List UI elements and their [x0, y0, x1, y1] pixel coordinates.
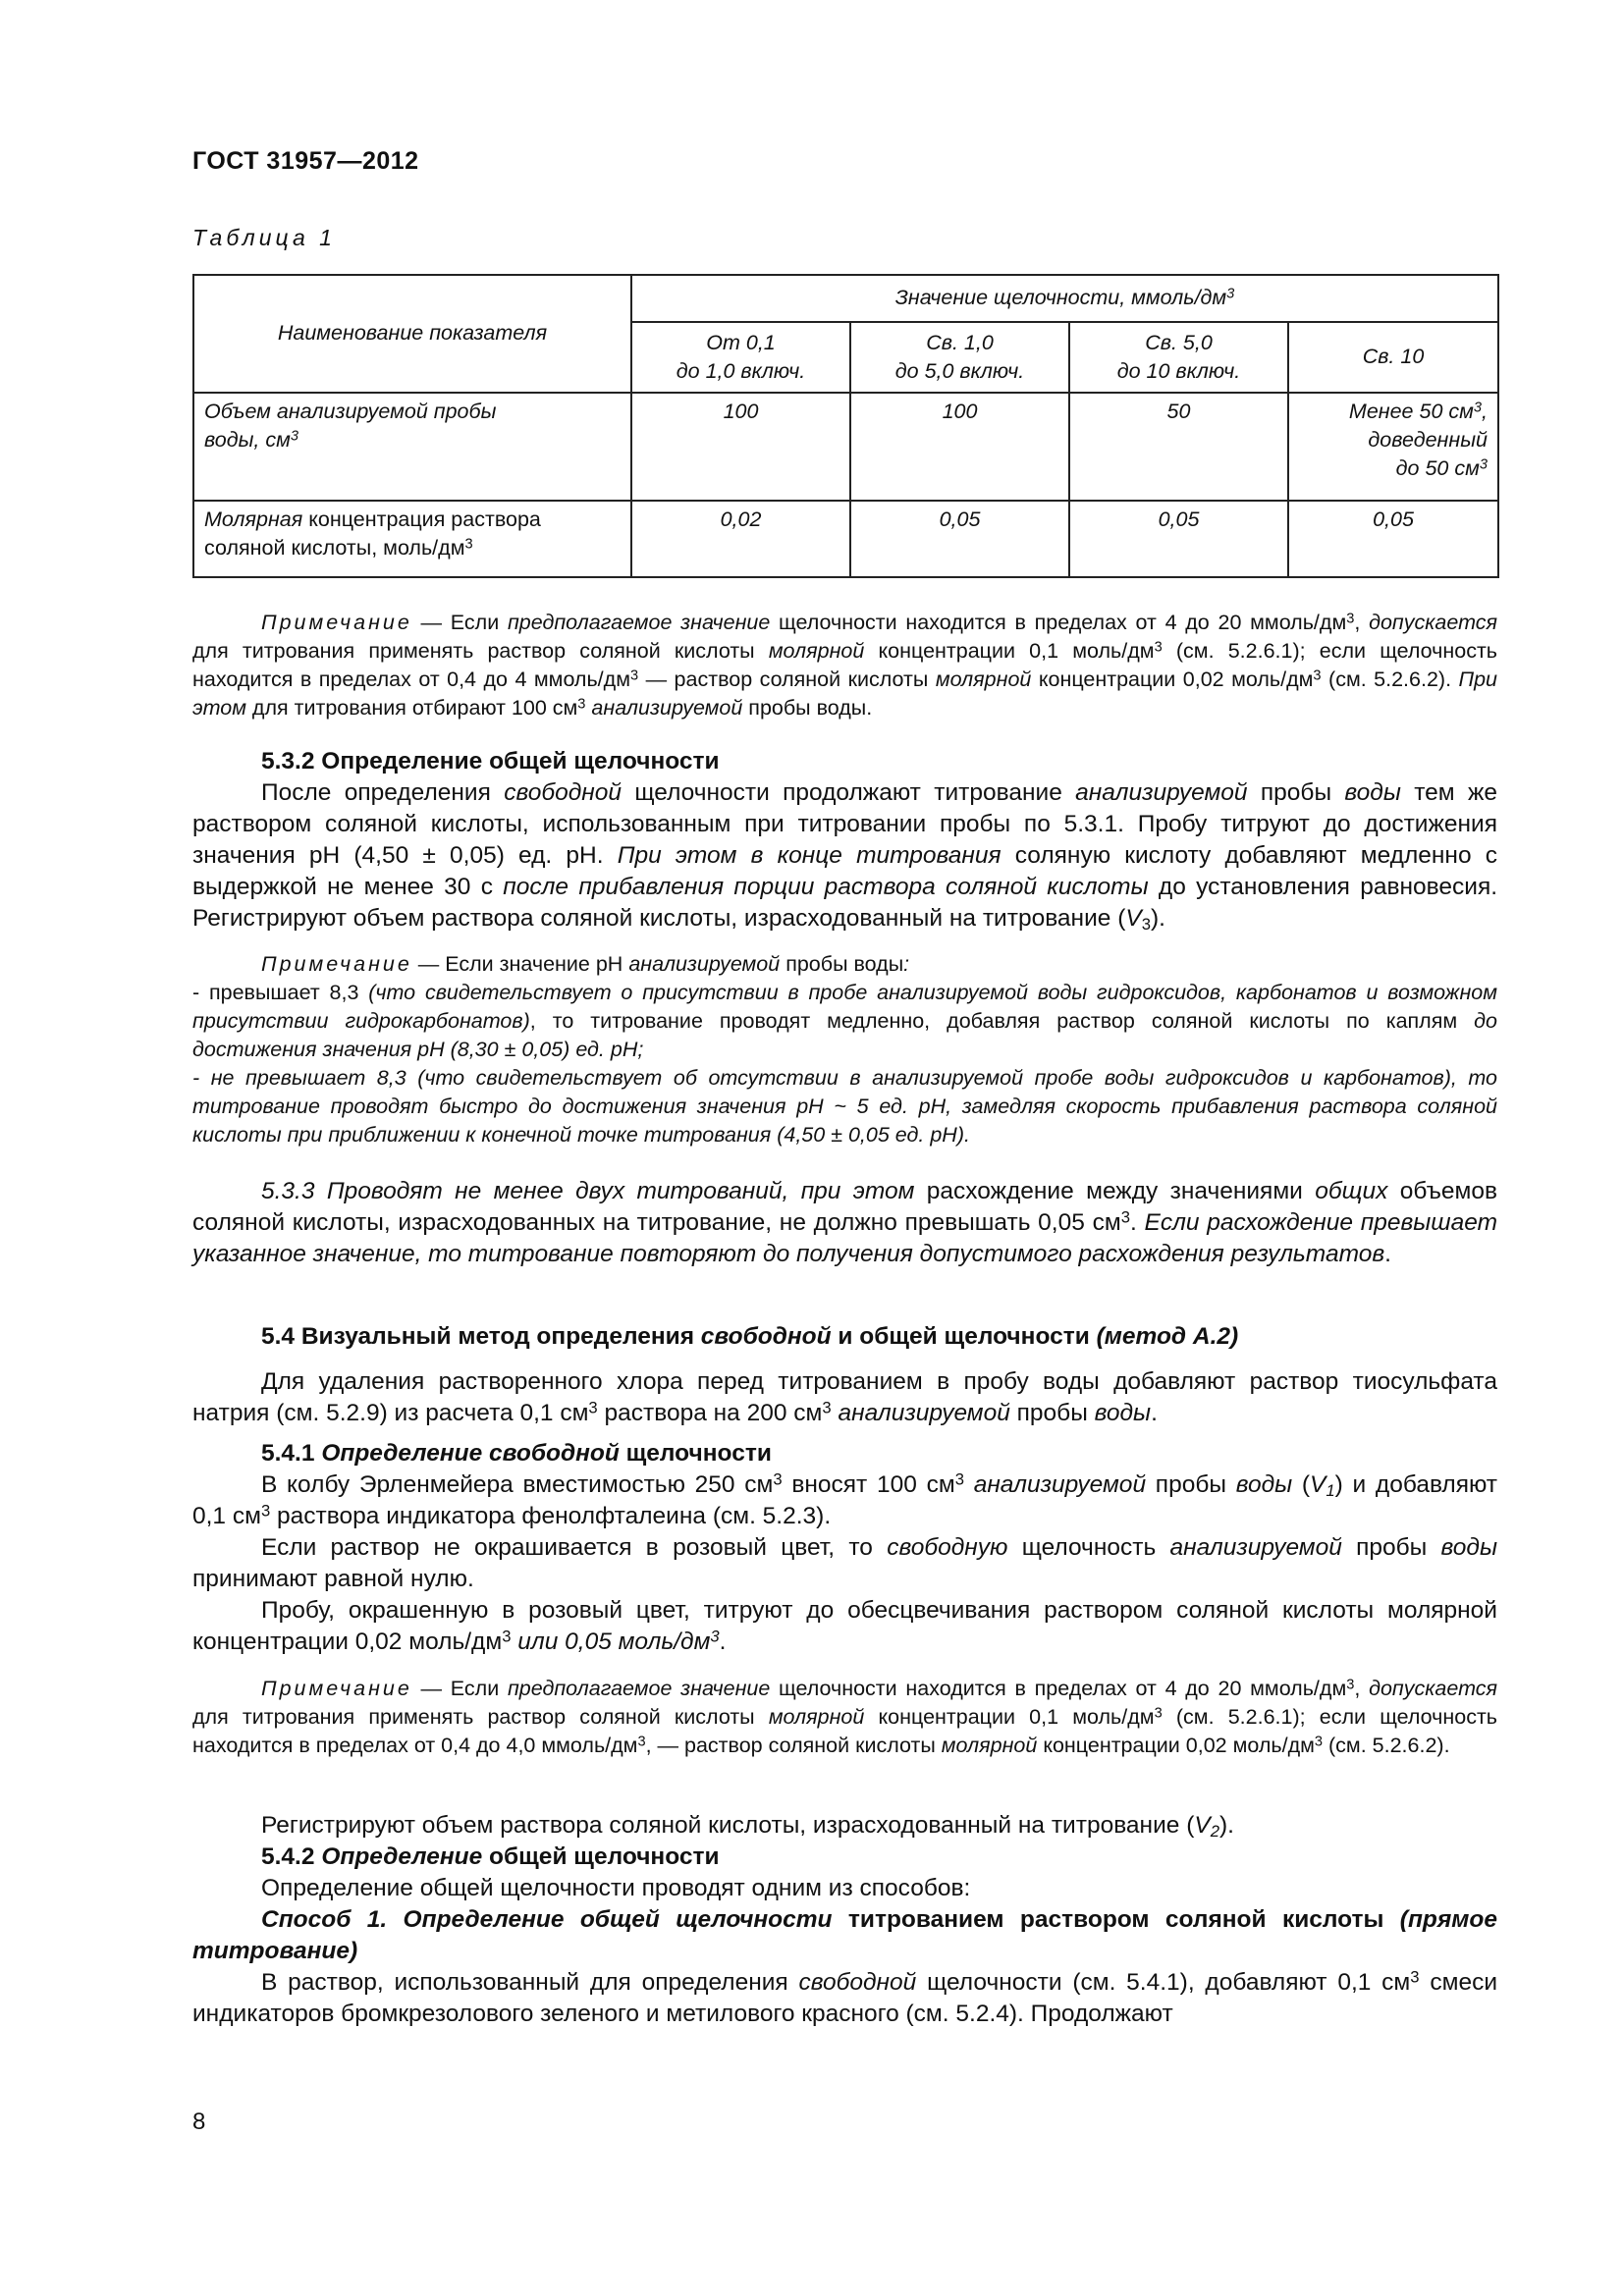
table-header-range: Св. 5,0 до 10 включ.: [1069, 322, 1288, 393]
table-cell: 0,05: [850, 501, 1069, 577]
section-heading: 5.4 Визуальный метод определения свободной и общей щелочности (метод А.2): [261, 1323, 1239, 1350]
paragraph: Если раствор не окрашивается в розовый цвет, то свободную щелочность анализируемой пробы воды принимают равной нулю.: [192, 1534, 1497, 1592]
section-5-4-1-register: Регистрируют объем раствора соляной кислоты, израсходованный на титрование $(V_2)$.: [261, 1812, 1234, 1842]
paragraph: После определения свободной щелочности продолжают титрование анализируемой пробы воды тем же раствором соляной кислоты, использованным при титровании пробы по 5.3.1. Пробу титруют до достижения значения pH (4,50 ± 0,05) ед. pH. При этом в конце титрования соляную кислоту добавляют медленно с выдержкой не менее 30 с после прибавления порции раствора соляной кислоты до установления равновесия. Регистрируют объем раствора соляной кислоты, израсходованный на титрование $(V_3)$.: [192, 779, 1498, 934]
table-cell: Менее 50 $см^3$, доведенный до 50 $см^3$: [1288, 393, 1498, 501]
table-cell: 100: [850, 393, 1069, 501]
paragraph: В колбу Эрленмейера вместимостью 250 $см^3$ вносят 100 $см^3$ анализируемой пробы воды $(V_1)$ и добавляют 0,1 $см^3$ раствора индикатора фенолфталеина (см. 5.2.3).: [192, 1469, 1498, 1529]
section-heading: 5.3.2 Определение общей щелочности: [261, 748, 720, 774]
document-code: ГОСТ 31957—2012: [192, 147, 419, 175]
table-header-range: От 0,1 до 1,0 включ.: [631, 322, 850, 393]
paragraph: Для удаления растворенного хлора перед титрованием в пробу воды добавляют раствор тиосульфата натрия (см. 5.2.9) из расчета 0,1 $см^3$ раствора на 200 $см^3$ анализируемой пробы воды.: [192, 1368, 1497, 1426]
table-cell: 100: [631, 393, 850, 501]
note-3: Примечание — Если предполагаемое значение щелочности находится в пределах от 4 до 20 ммоль/$дм^3$, допускается для титрования применять раствор соляной кислоты молярной концентрации 0,1 моль/$дм^3$ (см. 5.2.6.1); если щелочность находится в пределах от 0,4 до 4,0 ммоль/$дм^3$, — раствор соляной кислоты молярной концентрации 0,02 моль/$дм^3$ (см. 5.2.6.2).: [192, 1677, 1497, 1757]
table-cell: 0,05: [1288, 501, 1498, 577]
table-caption: Таблица 1: [192, 225, 336, 250]
note-1: Примечание — Если предполагаемое значение щелочности находится в пределах от 4 до 20 ммоль/$дм^3$, допускается для титрования применять раствор соляной кислоты молярной концентрации 0,1 моль/$дм^3$ (см. 5.2.6.1); если щелочность находится в пределах от 0,4 до 4 ммоль/$дм^3$ — раствор соляной кислоты молярной концентрации 0,02 моль/$дм^3$ (см. 5.2.6.2). При этом для титрования отбирают 100 $см^3$ анализируемой пробы воды.: [192, 611, 1498, 720]
method-heading: Способ 1. Определение общей щелочности титрованием раствором соляной кислоты (прямое титрование): [192, 1906, 1498, 1964]
paragraph: В раствор, использованный для определения свободной щелочности (см. 5.4.1), добавляют 0,1 $см^3$ смеси индикаторов бромкрезолового зеленого и метилового красного (см. 5.2.4). Продолжают: [192, 1967, 1497, 2027]
alkalinity-table: [192, 274, 1499, 578]
table-header-range: Св. 10: [1288, 322, 1498, 393]
table-row: [193, 501, 1498, 577]
table-header-range: Св. 1,0 до 5,0 включ.: [850, 322, 1069, 393]
section-5-4-2: [192, 1842, 1497, 2030]
page-number: 8: [192, 2109, 206, 2135]
paragraph: Определение общей щелочности проводят одним из способов:: [261, 1875, 971, 1901]
section-5-3-3: 5.3.3 Проводят не менее двух титрований, при этом расхождение между значениями общих объемов соляной кислоты, израсходованных на титрование, не должно превышать 0,05 $см^3$. Если расхождение превышает указанное значение, то титрование повторяют до получения допустимого расхождения результатов.: [192, 1178, 1498, 1267]
table-cell: Молярная концентрация раствора соляной кислоты, моль/$дм^3$: [193, 501, 631, 577]
table-cell: 0,02: [631, 501, 850, 577]
section-5-3-2: [192, 746, 1497, 934]
paragraph: Пробу, окрашенную в розовый цвет, титруют до обесцвечивания раствором соляной кислоты молярной концентрации 0,02 моль/$дм^3$ или 0,05 моль/$дм^3$.: [192, 1597, 1497, 1655]
section-heading: 5.4.1 Определение свободной щелочности: [261, 1440, 772, 1467]
note-2: Примечание — Если значение pH анализируемой пробы воды: - превышает 8,3 (что свидетельствует о присутствии в пробе анализируемой воды гидроксидов, карбонатов и возможном присутствии гидрокарбонатов), то титрование проводят медленно, добавляя раствор соляной кислоты по каплям до достижения значения pH (8,30 ± 0,05) ед. pH; - не превышает 8,3 (что свидетельствует об отсутствии в анализируемой пробе воды гидроксидов и карбонатов), то титрование проводят быстро до достижения значения pH ~ 5 ед. pH, замедляя скорость прибавления раствора соляной кислоты при приближении к конечной точке титрования (4,50 ± 0,05 ед. pH).: [192, 952, 1497, 1147]
section-5-4: [192, 1321, 1497, 1429]
section-5-4-1: [192, 1438, 1497, 1658]
table-row: [193, 393, 1498, 501]
table-header-name: Наименование показателя: [193, 275, 631, 393]
table-cell: 0,05: [1069, 501, 1288, 577]
table-cell: Объем анализируемой пробы воды, $см^3$: [193, 393, 631, 501]
table-header-group: Значение щелочности, ммоль/$дм^3$: [631, 275, 1498, 322]
table-cell: 50: [1069, 393, 1288, 501]
section-heading: 5.4.2 Определение общей щелочности: [261, 1843, 720, 1870]
